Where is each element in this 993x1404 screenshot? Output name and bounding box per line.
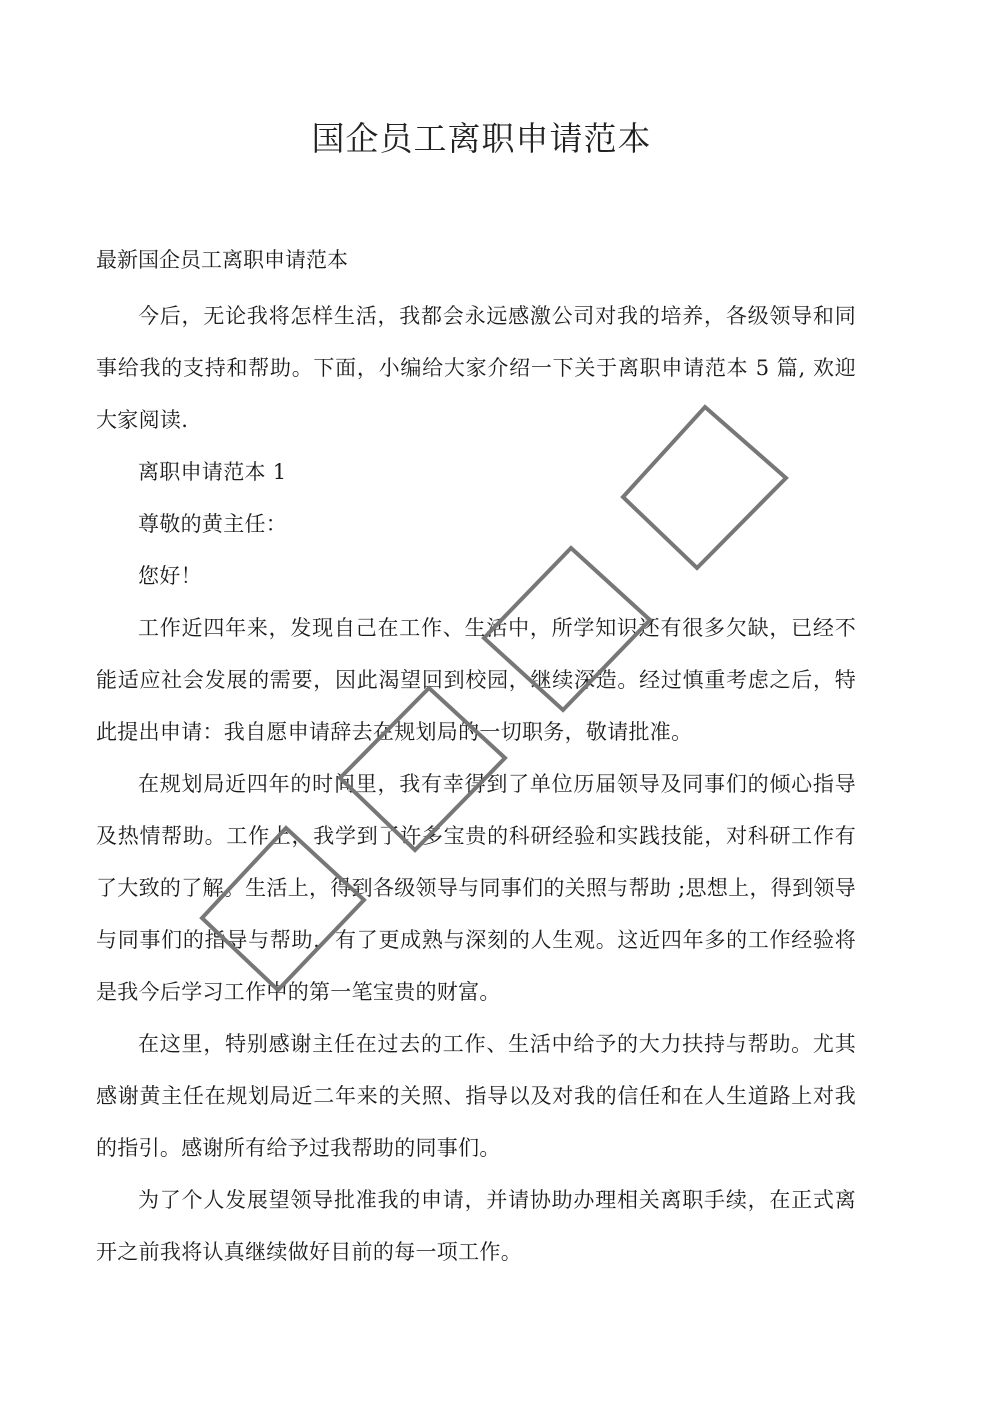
paragraph-salutation: 尊敬的黄主任： (138, 512, 288, 536)
paragraph-sample-heading: 离职申请范本 1 (138, 460, 287, 484)
paragraph-experience: 在规划局近四年的时间里，我有幸得到了单位历届领导及同事们的倾心指导及热情帮助。工作上，我学到了许多宝贵的科研经验和实践技能，对科研工作有了大致的了解。生活上，得到各级领导与同事们的关照与帮助 ;思想上，得到领导与同事们的指导与帮助，有了更成熟与深刻的人生观。这近四年多的工作经验将是我今后学习工作中的第一笔宝贵的财富。 (96, 772, 856, 1004)
document-title: 国企员工离职申请范本 (311, 119, 652, 158)
paragraph-greeting: 您好！ (138, 564, 202, 588)
paragraph-request: 为了个人发展望领导批准我的申请，并请协助办理相关离职手续，在正式离开之前我将认真继续做好目前的每一项工作。 (96, 1188, 856, 1264)
paragraph-reason: 工作近四年来，发现自己在工作、生活中，所学知识还有很多欠缺，已经不能适应社会发展的需要，因此渴望回到校园，继续深造。经过慎重考虑之后，特此提出申请：我自愿申请辞去在规划局的一切职务，敬请批准。 (96, 616, 856, 744)
paragraph-thanks: 在这里，特别感谢主任在过去的工作、生活中给予的大力扶持与帮助。尤其感谢黄主任在规划局近二年来的关照、指导以及对我的信任和在人生道路上对我的指引。感谢所有给予过我帮助的同事们。 (96, 1032, 856, 1160)
paragraph-intro: 今后，无论我将怎样生活，我都会永远感激公司对我的培养，各级领导和同事给我的支持和帮助。下面，小编给大家介绍一下关于离职申请范本 5 篇, 欢迎大家阅读. (96, 304, 856, 432)
document-subtitle: 最新国企员工离职申请范本 (96, 248, 348, 272)
document-body (96, 290, 856, 1278)
